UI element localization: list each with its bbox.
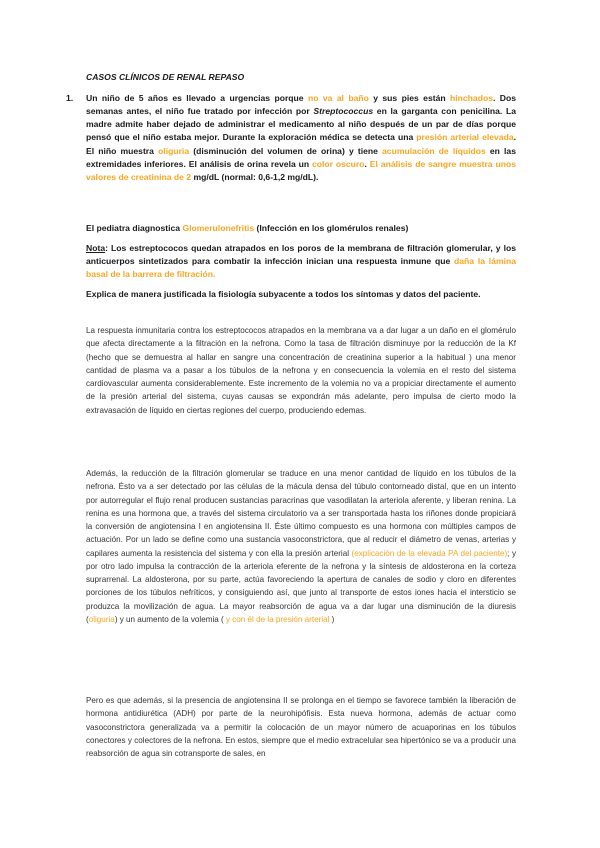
diagnosis-text: (Infección en los glomérulos renales) <box>254 223 409 233</box>
highlight-text: (explicación de la elevada PA del paciente) <box>351 548 508 558</box>
document-title: CASOS CLÍNICOS DE RENAL REPASO <box>86 72 245 82</box>
highlight-text: color oscuro <box>311 158 365 169</box>
answer-paragraph-1: La respuesta inmunitaria contra los estreptococos atrapados en la membrana va a dar lugar a un daño en el glomérulo que afecta directamente a la filtración en la nefrona. Como la tasa de filtración disminuye por la reducción de la Kf (hecho que se demuestra al hallar en sangre una concentración de creatinina superior a la habitual ) una menor cantidad de plasma va a pasar a los túbulos de la nefrona y en consecuencia la volemia en el resto del sistema cardiovascular aumenta considerablemente. Este incremento de la volemia no va a propiciar directamente el aumento de la presión arterial del sistema, cuyas causas se expondrán más adelante, pero impulsa de cierto modo la extravasación de líquido en ciertas regiones del cuerpo, produciendo edemas. <box>86 326 516 415</box>
answer-text: Además, la reducción de la filtración glomerular se traduce en una menor cantidad de líquido en los túbulos de la nefrona. Ésto va a ser detectado por las células de la mácula densa del túbulo contorneado distal, que en un intento por autorregular el flujo renal producen sustancias paracrinas que vasodilatan la arteriola aferente, y liberan renina. La renina es una hormona que, a través del sistema circulatorio va a ser transportada hasta los riñones donde propiciará la conversión de angiotensina I en angiotensina II. Éste último compuesto es una hormona con múltiples campos de actuación. Por un lado se define como una sustancia vasoconstrictora, que al reducir el diámetro de venas, arterias y capilares aumenta la resistencia del sistema y con ella la presión arterial <box>86 469 516 558</box>
clinical-case-1 <box>66 92 517 184</box>
answer-text: ; y por otro lado impulsa la contracción de la arteriola eferente de la nefrona y la síntesis de aldosterona en la corteza suprarrenal. La aldosterona, por su parte, actúa favoreciendo la apertura de canales de sodio y cloro en diferentes porciones de los túbulos nefríticos, y consiguiendo así, que junto al transporte de estos iones hacia el intersticio se produzca la movilización de agua. La mayor reabsorción de agua va a dar lugar una disminución de la diuresis ( <box>86 548 516 624</box>
highlight-text: oliguria <box>158 145 190 156</box>
case-text: . <box>364 158 370 169</box>
note-label: Nota <box>86 243 106 253</box>
case-text: . Dos semanas antes, el niño fue tratado por infección por <box>86 93 517 117</box>
case-text: en la garganta con penicilina. La madre admite haber dejado de administrar el medicamento al niño después de un par de días porque pensó que el niño estaba mejor. Durante la exploración médica se detecta una <box>86 106 516 143</box>
case-text: . El niño muestra <box>86 132 516 156</box>
diagnosis-text: El pediatra diagnostica <box>86 223 183 233</box>
answer-text: ) <box>329 614 335 624</box>
case-text: Un niño de 5 años es llevado a urgencias porque <box>86 93 308 103</box>
case-text: mg/dL (normal: 0,6-1,2 mg/dL). <box>191 171 319 182</box>
note-text: : Los estreptococos quedan atrapados en los poros de la membrana de filtración glomerular, y los anticuerpos sintetizados para combatir la infección inician una respuesta inmune que <box>86 243 516 266</box>
highlight-text: Glomerulonefritis <box>182 223 255 233</box>
diagnosis-line <box>86 222 516 235</box>
case-text: (disminución del volumen de orina) y tiene <box>189 145 383 156</box>
question-prompt: Explica de manera justificada la fisiología subyacente a todos los síntomas y datos del paciente. <box>86 289 481 299</box>
highlight-text: hinchados <box>450 93 493 103</box>
highlight-text: daña la lámina basal de la barrera de filtración. <box>86 256 517 279</box>
case-text: en las extremidades inferiores. El análisis de orina revela un <box>86 145 516 169</box>
highlight-text: El análisis de sangre muestra unos valores de creatinina de 2 <box>86 158 516 182</box>
italic-text: Streptococcus <box>313 106 374 117</box>
answer-paragraph-2 <box>86 467 516 626</box>
highlight-text: no va al baño <box>307 93 369 103</box>
case-text: y sus pies están <box>368 93 451 103</box>
highlight-text: y con él de la presión arterial <box>225 614 330 624</box>
answer-paragraph-3: Pero es que además, si la presencia de angiotensina II se prolonga en el tiempo se favorece también la liberación de hormona antidiurética (ADH) por parte de la neurohipófisis. Esta nueva hormona, además de actuar como vasoconstrictora generalizada va a permitir la colocación de un mayor número de acuaporinas en los túbulos conectores y colectores de la nefrona. En estos, siempre que el medio extracelular sea hipertónico se va a producir una reabsorción de agua sin cotransporte de sales, en <box>86 696 516 758</box>
highlight-text: oliguria <box>88 614 115 624</box>
note-paragraph <box>86 242 516 281</box>
highlight-text: presión arterial elevada <box>416 132 514 143</box>
answer-text: ) y un aumento de la volemia ( <box>114 614 226 624</box>
case-number: 1. <box>66 93 74 103</box>
highlight-text: acumulación de líquidos <box>382 145 486 156</box>
